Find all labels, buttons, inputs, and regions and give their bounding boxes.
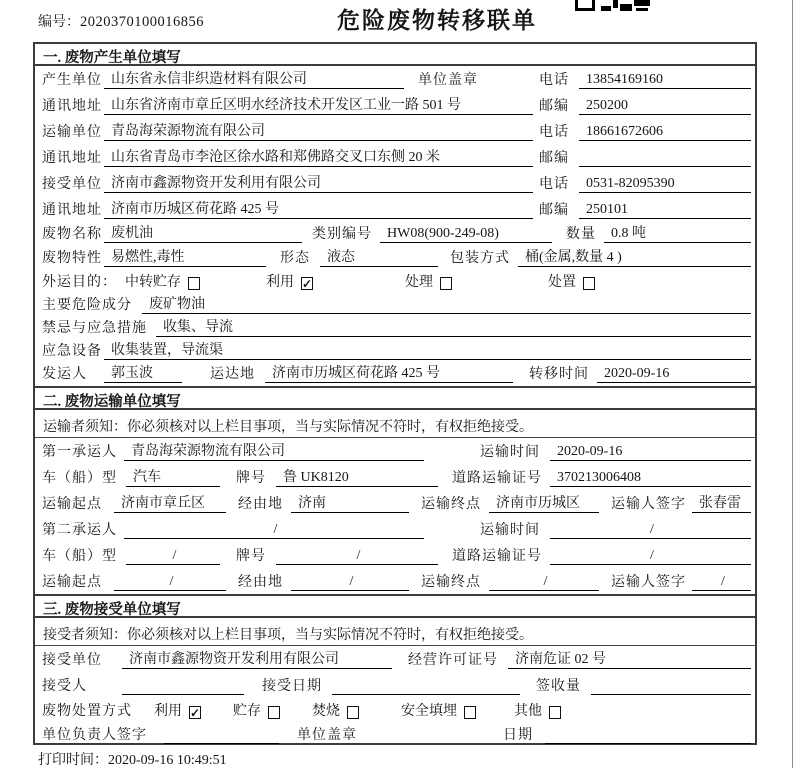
unit-seal-label: 单位盖章 <box>418 73 478 88</box>
equipment-label: 应急设备 <box>42 344 102 359</box>
receiver-zip-group <box>539 199 751 219</box>
receive-date-field <box>332 694 520 695</box>
road-license-label: 道路运输证号 <box>452 471 542 486</box>
disposal-option-store <box>233 700 280 720</box>
road-license-label: 道路运输证号 <box>452 549 542 564</box>
vehicle-type-field-2: / <box>126 548 220 565</box>
receiver-address-field: 济南市历城区荷花路 425 号 <box>104 198 533 219</box>
receiving-unit-label: 接受单位 <box>42 653 102 668</box>
option-text: 中转贮存 <box>125 275 181 290</box>
disposal-method-row <box>35 698 755 723</box>
section-1-header: 一. 废物产生单位填写 <box>35 44 755 66</box>
waste-qty-field: 0.8 吨 <box>604 222 751 243</box>
address-label: 通讯地址 <box>42 151 102 166</box>
purpose-option-treat <box>405 271 452 291</box>
producer-address-field: 山东省济南市章丘区明水经济技术开发区工业一路 501 号 <box>104 94 533 115</box>
waste-form-label: 形态 <box>280 251 310 266</box>
road-license-field-2: / <box>550 548 751 565</box>
destination-field: 济南市历城区荷花路 425 号 <box>265 362 513 383</box>
recipient-row <box>35 672 755 698</box>
route-end-label: 运输终点 <box>421 575 481 590</box>
route-via-label: 经由地 <box>238 497 283 512</box>
received-qty-field <box>591 694 751 695</box>
receiver-notice: 接受者须知：你必须核对以上栏目事项，当与实际情况不符时，有权拒绝接受。 <box>35 618 755 646</box>
transfer-purpose-row <box>35 270 755 294</box>
transporter-phone-group <box>539 121 751 141</box>
producer-zip-group <box>539 95 751 115</box>
second-carrier-row <box>35 516 755 542</box>
print-time <box>38 749 227 769</box>
vehicle-row-1 <box>35 464 755 490</box>
recipient-label: 接受人 <box>42 679 87 694</box>
disposal-option-incinerate <box>312 700 359 720</box>
transport-time-field: 2020-09-16 <box>550 444 751 461</box>
waste-form-field: 液态 <box>320 246 438 267</box>
waste-qty-label: 数量 <box>566 227 596 242</box>
transporter-notice: 运输者须知：你必须核对以上栏目事项，当与实际情况不符时，有权拒绝接受。 <box>35 410 755 438</box>
recipient-field <box>122 694 244 695</box>
address-label: 通讯地址 <box>42 99 102 114</box>
waste-properties-row <box>35 246 755 270</box>
vehicle-type-label: 车（船）型 <box>42 471 117 486</box>
hazard-field: 废矿物油 <box>142 293 751 314</box>
serial-value: 2020370100016856 <box>80 14 204 30</box>
serial-label: 编号： <box>38 15 80 30</box>
page-title: 危险废物转移联单 <box>337 8 537 33</box>
route-start-label: 运输起点 <box>42 575 102 590</box>
vehicle-type-field: 汽车 <box>126 466 220 487</box>
disposal-label: 废物处置方式 <box>42 704 132 719</box>
producer-zip-field: 250200 <box>579 98 751 115</box>
option-text: 处置 <box>548 275 576 290</box>
operating-license-label: 经营许可证号 <box>408 653 498 668</box>
checkbox-disposal-landfill <box>464 706 476 719</box>
producer-label: 产生单位 <box>42 73 102 88</box>
zip-label: 邮编 <box>539 151 569 166</box>
vehicle-row-2 <box>35 542 755 568</box>
waste-name-row <box>35 222 755 246</box>
date-field <box>545 743 751 744</box>
carrier-signature-label: 运输人签字 <box>611 497 686 512</box>
received-qty-label: 签收量 <box>536 679 581 694</box>
plate-label: 牌号 <box>236 471 266 486</box>
packing-label: 包装方式 <box>450 251 510 266</box>
checkbox-disposal-store <box>268 706 280 719</box>
route-row-2 <box>35 568 755 594</box>
route-end-field: 济南市历城区 <box>489 492 599 513</box>
route-start-field-2: / <box>114 574 226 591</box>
route-start-field: 济南市章丘区 <box>114 492 226 513</box>
route-start-label: 运输起点 <box>42 497 102 512</box>
receiver-row <box>35 170 755 196</box>
emergency-equipment-row <box>35 340 755 363</box>
producer-address-row <box>35 92 755 118</box>
checkbox-dispose <box>583 277 595 290</box>
phone-label: 电话 <box>539 125 569 140</box>
carrier-signature-field: 张春雷 <box>692 492 751 513</box>
plate-field: 鲁 UK8120 <box>276 466 438 487</box>
packing-field: 桶(金属,数量 4 ) <box>518 246 751 267</box>
emergency-label: 禁忌与应急措施 <box>42 321 147 336</box>
receiver-phone-field: 0531-82095390 <box>579 176 751 193</box>
phone-label: 电话 <box>539 177 569 192</box>
route-end-field-2: / <box>489 574 599 591</box>
checkbox-disposal-other <box>549 706 561 719</box>
producer-row <box>35 66 755 92</box>
section-3-header: 三. 废物接受单位填写 <box>35 594 755 618</box>
carrier-signature-label: 运输人签字 <box>611 575 686 590</box>
waste-name-label: 废物名称 <box>42 227 102 242</box>
purpose-option-transfer-storage <box>125 271 200 291</box>
option-text: 贮存 <box>233 704 261 719</box>
waste-name-field: 废机油 <box>104 222 302 243</box>
transfer-time-label: 转移时间 <box>529 367 589 382</box>
route-end-label: 运输终点 <box>421 497 481 512</box>
disposal-option-other <box>514 700 561 720</box>
waste-props-label: 废物特性 <box>42 251 102 266</box>
date-label: 日期 <box>503 728 533 743</box>
checkbox-utilize: ✓ <box>302 277 313 291</box>
dispatcher-field: 郭玉波 <box>104 362 182 383</box>
emergency-field: 收集、导流 <box>156 316 751 337</box>
unit-seal-label: 单位盖章 <box>297 728 357 743</box>
operating-license-field: 济南危证 02 号 <box>508 648 751 669</box>
receiving-unit-row <box>35 646 755 672</box>
transfer-time-field: 2020-09-16 <box>597 366 751 383</box>
purpose-option-utilize <box>266 271 313 291</box>
transporter-name-field: 青岛海荣源物流有限公司 <box>104 120 533 141</box>
route-via-field: 济南 <box>291 492 409 513</box>
destination-label: 运达地 <box>210 367 255 382</box>
receive-date-label: 接受日期 <box>262 679 322 694</box>
scan-edge-line <box>792 0 793 768</box>
producer-phone-field: 13854169160 <box>579 72 751 89</box>
transporter-zip-field <box>579 166 751 167</box>
transporter-row <box>35 118 755 144</box>
hazard-label: 主要危险成分 <box>42 298 132 313</box>
option-text: 焚烧 <box>312 704 340 719</box>
transporter-zip-group <box>539 147 751 167</box>
waste-code-label: 类别编号 <box>312 227 372 242</box>
route-row-1 <box>35 490 755 516</box>
receiver-phone-group <box>539 173 751 193</box>
manifest-form <box>33 42 757 745</box>
second-carrier-label: 第二承运人 <box>42 523 117 538</box>
receiver-address-row <box>35 196 755 222</box>
carrier-signature-field-2: / <box>692 574 751 591</box>
option-text: 利用 <box>266 275 294 290</box>
producer-name-field: 山东省永信非织造材料有限公司 <box>104 68 404 89</box>
waste-code-field: HW08(900-249-08) <box>380 226 552 243</box>
qr-code-fragment <box>575 0 653 13</box>
transport-time-field-2: / <box>550 522 751 539</box>
phone-label: 电话 <box>539 73 569 88</box>
transporter-label: 运输单位 <box>42 125 102 140</box>
transporter-address-row <box>35 144 755 170</box>
option-text: 处理 <box>405 275 433 290</box>
first-carrier-field: 青岛海荣源物流有限公司 <box>124 440 424 461</box>
transporter-phone-field: 18661672606 <box>579 124 751 141</box>
road-license-field: 370213006408 <box>550 470 751 487</box>
vehicle-type-label: 车（船）型 <box>42 549 117 564</box>
option-text: 其他 <box>514 704 542 719</box>
plate-label: 牌号 <box>236 549 266 564</box>
disposal-option-utilize <box>154 700 201 720</box>
transporter-address-field: 山东省青岛市李沧区徐水路和郑佛路交叉口东侧 20 米 <box>104 146 533 167</box>
receiver-label: 接受单位 <box>42 177 102 192</box>
checkbox-disposal-utilize: ✓ <box>190 706 201 720</box>
dispatch-row <box>35 363 755 386</box>
section-2-header: 二. 废物运输单位填写 <box>35 386 755 410</box>
print-time-label: 打印时间： <box>38 753 108 768</box>
zip-label: 邮编 <box>539 203 569 218</box>
hazard-components-row <box>35 294 755 317</box>
first-carrier-row <box>35 438 755 464</box>
address-label: 通讯地址 <box>42 203 102 218</box>
checkbox-treat <box>440 277 452 290</box>
disposal-option-landfill <box>401 700 476 720</box>
transport-time-label: 运输时间 <box>480 445 540 460</box>
responsible-signature-row <box>35 723 755 747</box>
receiver-name-field: 济南市鑫源物资开发利用有限公司 <box>104 172 533 193</box>
receiver-zip-field: 250101 <box>579 202 751 219</box>
emergency-measures-row <box>35 317 755 340</box>
transport-time-label: 运输时间 <box>480 523 540 538</box>
zip-label: 邮编 <box>539 99 569 114</box>
purpose-label: 外运目的： <box>42 275 117 290</box>
plate-field-2: / <box>276 548 438 565</box>
print-time-value: 2020-09-16 10:49:51 <box>108 753 227 768</box>
responsible-signature-field <box>164 743 279 744</box>
route-via-field-2: / <box>291 574 409 591</box>
dispatcher-label: 发运人 <box>42 367 87 382</box>
checkbox-transfer-storage <box>188 277 200 290</box>
second-carrier-field: / <box>124 522 424 539</box>
purpose-option-dispose <box>548 271 595 291</box>
first-carrier-label: 第一承运人 <box>42 445 117 460</box>
responsible-signature-label: 单位负责人签字 <box>42 728 147 743</box>
producer-phone-group <box>539 69 751 89</box>
receiving-unit-field: 济南市鑫源物资开发利用有限公司 <box>122 648 392 669</box>
serial-number <box>38 11 204 31</box>
checkbox-disposal-incinerate <box>347 706 359 719</box>
waste-props-field: 易燃性,毒性 <box>104 246 266 267</box>
option-text: 安全填埋 <box>401 704 457 719</box>
option-text: 利用 <box>154 704 182 719</box>
route-via-label: 经由地 <box>238 575 283 590</box>
equipment-field: 收集装置，导流渠 <box>104 339 751 360</box>
